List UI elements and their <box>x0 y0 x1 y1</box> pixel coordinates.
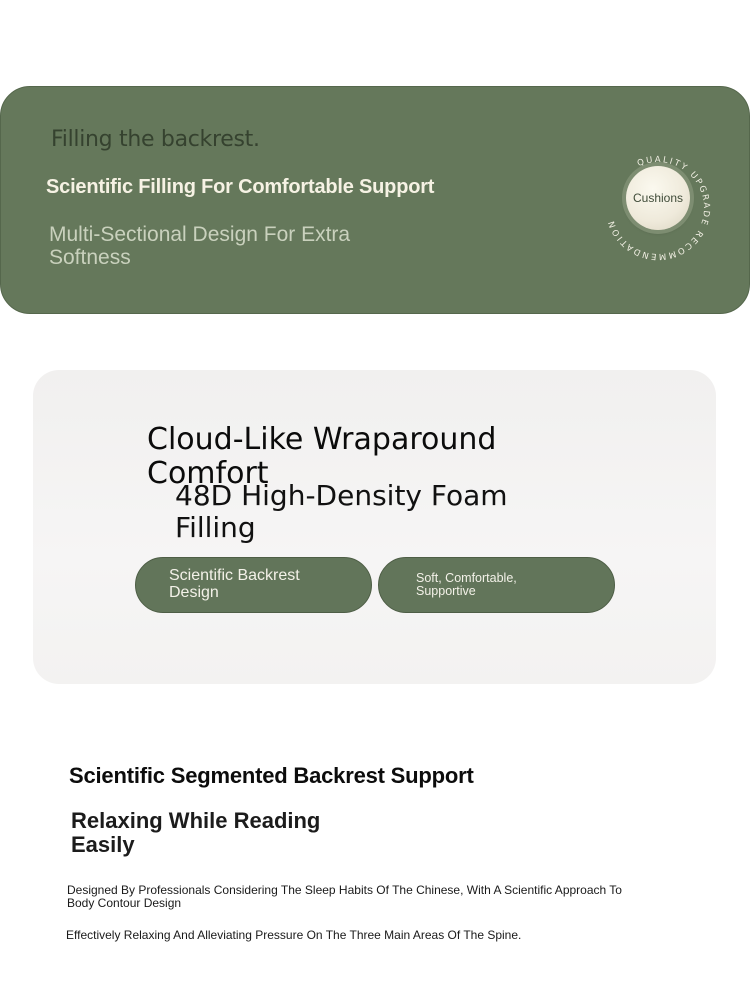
feature-pill-label: Scientific Backrest Design <box>169 567 300 601</box>
product-title: Cloud-Like Wraparound Comfort <box>147 422 497 491</box>
badge-ring-text: QUALITY UPGRADE RECOMMENDATION <box>606 154 712 262</box>
info-section <box>0 750 750 1008</box>
info-paragraph: Designed By Professionals Considering The Sleep Habits Of The Chinese, With A Scientific Approach To Body Contour Design <box>67 883 622 910</box>
product-subtitle: 48D High-Density Foam Filling <box>175 479 508 544</box>
feature-pill-backrest <box>135 557 372 613</box>
hero-banner <box>0 86 750 314</box>
quality-badge <box>599 149 717 267</box>
badge-center <box>626 166 690 230</box>
product-card <box>33 370 716 684</box>
hero-subline: Multi-Sectional Design For Extra Softness <box>49 223 351 269</box>
info-heading: Scientific Segmented Backrest Support <box>69 763 474 788</box>
feature-pill-label: Soft, Comfortable, Supportive <box>416 570 517 598</box>
info-subheading: Relaxing While Reading Easily <box>71 808 321 857</box>
info-paragraph-secondary: Effectively Relaxing And Alleviating Pressure On The Three Main Areas Of The Spine. <box>66 928 522 942</box>
feature-pill-comfort <box>378 557 615 613</box>
brand-logo-text: Filling the backrest. <box>51 127 260 152</box>
badge-label: Cushions <box>632 191 684 205</box>
hero-headline: Scientific Filling For Comfortable Support <box>46 176 435 198</box>
